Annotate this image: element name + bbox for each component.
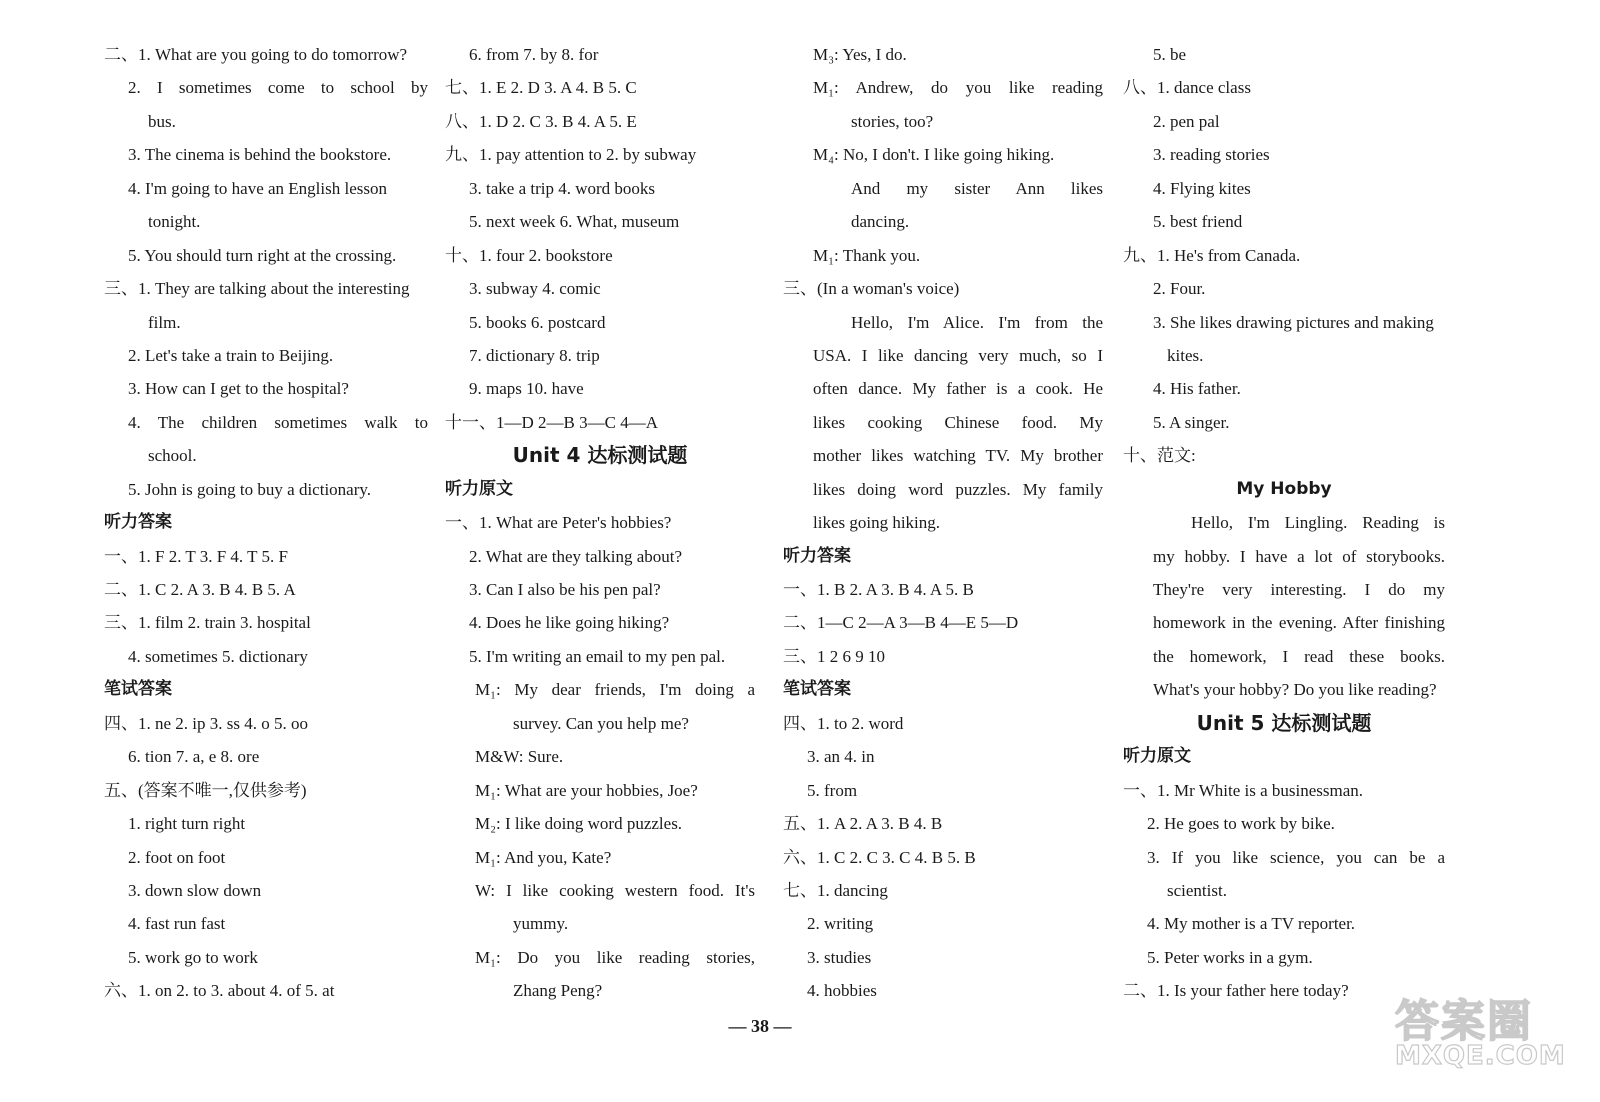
text-line: 3. She likes drawing pictures and making xyxy=(1153,312,1434,332)
section-heading: 笔试答案 xyxy=(783,679,851,700)
text-line: 四、1. ne 2. ip 3. ss 4. o 5. oo xyxy=(104,713,308,733)
text-line: M₁: Thank you. xyxy=(813,245,921,265)
essay-title: My Hobby xyxy=(1236,478,1332,499)
text-line: M₁: Do you like reading stories, xyxy=(475,947,755,967)
text-line: 九、1. He's from Canada. xyxy=(1123,245,1301,265)
watermark-text-top: 答案圈 xyxy=(1395,996,1533,1047)
text-line: 4. His father. xyxy=(1153,379,1241,399)
text-line: They're very interesting. I do my xyxy=(1153,580,1445,599)
text-line: What's your hobby? Do you like reading? xyxy=(1153,680,1437,700)
text-line: kites. xyxy=(1167,345,1204,365)
watermark-logo xyxy=(1395,985,1565,1085)
text-line: 5. John is going to buy a dictionary. xyxy=(128,479,372,499)
text-line: 十、1. four 2. bookstore xyxy=(445,245,613,265)
text-line: 3. The cinema is behind the bookstore. xyxy=(128,145,392,165)
text-line: 1. right turn right xyxy=(128,814,246,834)
text-line: 7. dictionary 8. trip xyxy=(469,345,600,365)
text-line: 九、1. pay attention to 2. by subway xyxy=(445,145,697,165)
text-line: M₄: No, I don't. I like going hiking. xyxy=(813,145,1055,165)
text-line: mother likes watching TV. My brother xyxy=(813,446,1103,466)
text-line: W: I like cooking western food. It's xyxy=(475,880,755,900)
text-line: 4. fast run fast xyxy=(128,914,226,934)
text-line: the homework, I read these books. xyxy=(1153,646,1445,666)
text-line: 3. studies xyxy=(807,947,872,967)
text-line: 3. How can I get to the hospital? xyxy=(128,379,349,399)
text-line: 一、1. F 2. T 3. F 4. T 5. F xyxy=(104,546,288,566)
text-line: M₃: Yes, I do. xyxy=(813,45,907,64)
unit-title: Unit 4 达标测试题 xyxy=(512,443,688,468)
text-line: M&W: Sure. xyxy=(475,747,564,767)
text-line: 3. Can I also be his pen pal? xyxy=(469,580,661,599)
text-line: 十一、1—D 2—B 3—C 4—A xyxy=(445,412,658,432)
text-line: Zhang Peng? xyxy=(513,981,603,1001)
text-line: homework in the evening. After finishing xyxy=(1153,613,1445,633)
text-line: 三、1. They are talking about the interesting xyxy=(104,279,410,299)
text-line: M₂: I like doing word puzzles. xyxy=(475,814,683,834)
text-line: school. xyxy=(148,446,197,466)
text-line: 六、1. on 2. to 3. about 4. of 5. at xyxy=(104,981,335,1001)
text-line: 七、1. dancing xyxy=(783,880,888,900)
text-line: bus. xyxy=(148,111,176,131)
text-line: 6. tion 7. a, e 8. ore xyxy=(128,747,260,767)
text-line: 5. A singer. xyxy=(1153,412,1230,432)
text-line: 5. I'm writing an email to my pen pal. xyxy=(469,646,726,666)
text-line: 4. Does he like going hiking? xyxy=(469,613,670,633)
text-line: 六、1. C 2. C 3. C 4. B 5. B xyxy=(783,847,976,867)
text-line: often dance. My father is a cook. He xyxy=(813,379,1103,399)
text-line: 5. work go to work xyxy=(128,947,258,967)
text-line: 4. My mother is a TV reporter. xyxy=(1147,914,1356,934)
text-line: M₁: What are your hobbies, Joe? xyxy=(475,780,698,800)
text-line: 2. pen pal xyxy=(1153,111,1220,131)
text-line: likes going hiking. xyxy=(813,513,941,533)
text-line: 二、1. What are you going to do tomorrow? xyxy=(104,45,408,64)
section-heading: 听力答案 xyxy=(104,512,172,533)
column-1 xyxy=(104,38,428,1008)
text-line: M₁: My dear friends, I'm doing a xyxy=(475,680,755,700)
text-line: 一、1. B 2. A 3. B 4. A 5. B xyxy=(783,580,974,599)
unit-title: Unit 5 达标测试题 xyxy=(1196,710,1372,735)
text-line: 3. If you like science, you can be a xyxy=(1147,847,1445,867)
text-line: 五、1. A 2. A 3. B 4. B xyxy=(783,814,943,834)
text-line: 八、1. dance class xyxy=(1123,78,1251,98)
text-line: 十、范文: xyxy=(1123,446,1196,466)
text-line: M₁: Andrew, do you like reading xyxy=(813,78,1103,98)
text-line: yummy. xyxy=(513,914,569,934)
text-line: 2. writing xyxy=(807,914,874,934)
text-line: And my sister Ann likes xyxy=(851,178,1103,198)
text-line: 4. hobbies xyxy=(807,981,877,1001)
text-line: 七、1. E 2. D 3. A 4. B 5. C xyxy=(445,78,637,98)
text-line: 3. subway 4. comic xyxy=(469,279,601,299)
text-line: scientist. xyxy=(1167,880,1227,900)
text-line: 八、1. D 2. C 3. B 4. A 5. E xyxy=(445,111,637,131)
section-heading: 笔试答案 xyxy=(104,679,172,700)
column-4 xyxy=(1123,38,1445,1008)
text-line: 二、1. Is your father here today? xyxy=(1123,981,1349,1001)
text-line: 二、1—C 2—A 3—B 4—E 5—D xyxy=(783,613,1019,633)
watermark-text-bottom: MXQE.COM xyxy=(1395,1041,1566,1071)
text-line: 5. Peter works in a gym. xyxy=(1147,947,1313,967)
column-3 xyxy=(783,38,1103,1008)
text-line: 5. books 6. postcard xyxy=(469,312,606,332)
text-line: 2. Let's take a train to Beijing. xyxy=(128,345,334,365)
text-line: 4. sometimes 5. dictionary xyxy=(128,646,308,666)
text-line: Hello, I'm Alice. I'm from the xyxy=(851,312,1103,332)
text-line: film. xyxy=(148,312,181,332)
text-line: 三、1. film 2. train 3. hospital xyxy=(104,613,311,633)
text-line: survey. Can you help me? xyxy=(513,713,689,733)
text-line: 5. next week 6. What, museum xyxy=(469,212,680,232)
text-line: 2. He goes to work by bike. xyxy=(1147,814,1335,834)
text-line: M₁: And you, Kate? xyxy=(475,847,612,867)
text-line: 3. reading stories xyxy=(1153,145,1270,165)
text-line: 5. from xyxy=(807,780,858,800)
text-line: 6. from 7. by 8. for xyxy=(469,45,599,64)
text-line: 四、1. to 2. word xyxy=(783,713,904,733)
text-line: Hello, I'm Lingling. Reading is xyxy=(1191,513,1445,533)
text-line: 一、1. What are Peter's hobbies? xyxy=(445,513,672,533)
section-heading: 听力答案 xyxy=(783,545,851,566)
text-line: likes doing word puzzles. My family xyxy=(813,479,1103,499)
text-line: 2. Four. xyxy=(1153,279,1206,299)
text-line: 5. be xyxy=(1153,45,1187,64)
text-line: 4. Flying kites xyxy=(1153,178,1251,198)
text-line: stories, too? xyxy=(851,111,934,131)
text-line: 2. foot on foot xyxy=(128,847,226,867)
text-line: 三、1 2 6 9 10 xyxy=(783,646,885,666)
section-heading: 听力原文 xyxy=(1123,746,1191,767)
text-line: 一、1. Mr White is a businessman. xyxy=(1123,780,1364,800)
text-line: 3. an 4. in xyxy=(807,747,875,767)
page-number: — 38 — xyxy=(728,1016,792,1036)
text-line: 二、1. C 2. A 3. B 4. B 5. A xyxy=(104,580,296,599)
text-line: 五、(答案不唯一,仅供参考) xyxy=(104,780,307,800)
text-line: tonight. xyxy=(148,212,201,232)
text-line: 4. The children sometimes walk to xyxy=(128,412,428,432)
section-heading: 听力原文 xyxy=(445,478,513,499)
text-line: 3. take a trip 4. word books xyxy=(469,178,656,198)
text-line: 三、(In a woman's voice) xyxy=(783,279,960,299)
text-line: USA. I like dancing very much, so I xyxy=(813,345,1103,365)
text-line: 2. I sometimes come to school by xyxy=(128,78,428,98)
text-line: 3. down slow down xyxy=(128,880,262,900)
text-line: 9. maps 10. have xyxy=(469,379,584,399)
column-2 xyxy=(445,38,755,1008)
text-line: likes cooking Chinese food. My xyxy=(813,412,1103,432)
text-line: 5. You should turn right at the crossing. xyxy=(128,245,397,265)
text-line: 4. I'm going to have an English lesson xyxy=(128,178,387,198)
text-line: 5. best friend xyxy=(1153,212,1243,232)
text-line: dancing. xyxy=(851,212,910,232)
text-line: 2. What are they talking about? xyxy=(469,546,683,566)
text-line: my hobby. I have a lot of storybooks. xyxy=(1153,546,1445,566)
